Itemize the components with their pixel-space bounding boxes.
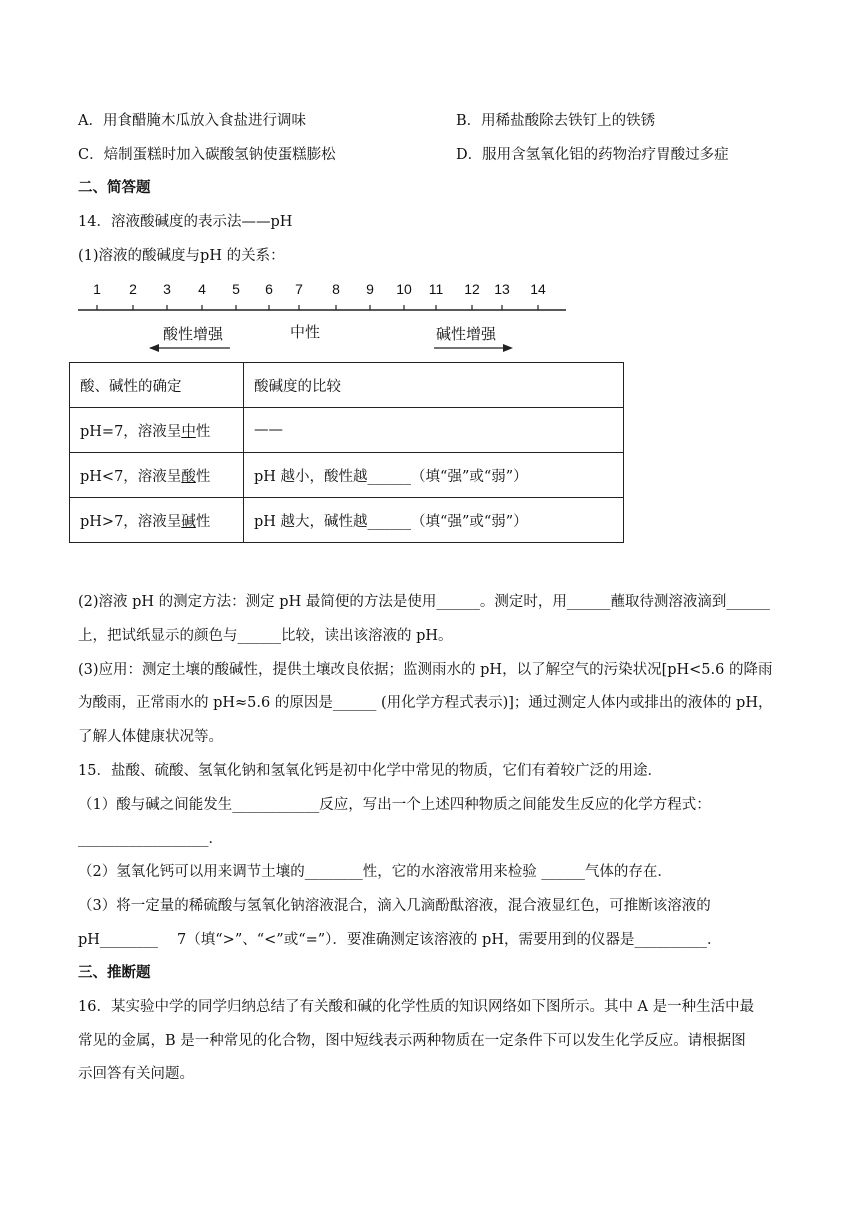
table-row bbox=[70, 408, 624, 453]
neutral-label: 中性 bbox=[290, 324, 321, 341]
question-15-part-3-line-2: pH________ 7（填“>”、“<”或“=”）．要准确测定该溶液的 pH，需要用到的仪器是__________． bbox=[78, 932, 722, 948]
question-14-part-2-line-2: 上，把试纸显示的颜色与______比较，读出该溶液的 pH。 bbox=[78, 628, 453, 644]
ph-tick-label-6: 6 bbox=[265, 281, 273, 297]
table-row bbox=[70, 498, 624, 543]
table-header-cell: 酸碱度的比较 bbox=[244, 363, 624, 408]
table-cell: pH 越小，酸性越______（填“强”或“弱”） bbox=[244, 453, 624, 498]
question-16-line-2: 常见的金属，B 是一种常见的化合物，图中短线表示两种物质在一定条件下可以发生化学反应。请根据图 bbox=[78, 1033, 746, 1049]
ph-tick-label-12: 12 bbox=[464, 281, 480, 297]
question-16-line-3: 示回答有关问题。 bbox=[78, 1066, 194, 1082]
table-cell: pH 越大，碱性越______（填“强”或“弱”） bbox=[244, 498, 624, 543]
question-15-part-2: （2）氢氧化钙可以用来调节土壤的________性，它的水溶液常用来检验 ______气体的存在． bbox=[78, 864, 672, 880]
option-c: C．焙制蛋糕时加入碳酸氢钠使蛋糕膨松 bbox=[78, 147, 336, 163]
table-header-row bbox=[70, 363, 624, 408]
section-heading-inference: 三、推断题 bbox=[78, 964, 151, 981]
ph-tick-label-2: 2 bbox=[129, 281, 137, 297]
option-row-cd bbox=[78, 145, 729, 165]
acid-arrow-head bbox=[149, 344, 159, 352]
ph-scale-diagram bbox=[70, 274, 590, 364]
section-heading-short-answer: 二、简答题 bbox=[78, 179, 151, 196]
question-14-part-2-line-1: (2)溶液 pH 的测定方法：测定 pH 最简便的方法是使用______。测定时，用______蘸取待测溶液滴到______ bbox=[78, 594, 770, 610]
ph-tick-label-5: 5 bbox=[232, 281, 240, 297]
ph-tick-label-11: 11 bbox=[428, 281, 444, 297]
table-header-cell: 酸、碱性的确定 bbox=[70, 363, 244, 408]
base-arrow-head bbox=[503, 344, 513, 352]
ph-tick-label-3: 3 bbox=[163, 281, 171, 297]
table-cell: —— bbox=[244, 408, 624, 453]
question-14-title: 14．溶液酸碱度的表示法——pH bbox=[78, 214, 293, 230]
ph-tick-label-14: 14 bbox=[530, 281, 546, 297]
question-15-title: 15．盐酸、硫酸、氢氧化钠和氢氧化钙是初中化学中常见的物质，它们有着较广泛的用途． bbox=[78, 763, 662, 779]
option-d: D．服用含氢氧化铝的药物治疗胃酸过多症 bbox=[456, 147, 729, 163]
base-stronger-label: 碱性增强 bbox=[436, 326, 497, 343]
option-row-ab bbox=[78, 111, 656, 131]
question-14-part-1: (1)溶液的酸碱度与pH 的关系： bbox=[78, 248, 285, 264]
ph-table bbox=[69, 362, 624, 543]
ph-scale-tick-labels bbox=[93, 281, 546, 297]
question-14-part-3-line-3: 了解人体健康状况等。 bbox=[78, 729, 223, 745]
option-a: A．用食醋腌木瓜放入食盐进行调味 bbox=[78, 113, 306, 129]
ph-tick-label-13: 13 bbox=[494, 281, 510, 297]
ph-tick-label-8: 8 bbox=[332, 281, 340, 297]
option-b: B．用稀盐酸除去铁钉上的铁锈 bbox=[456, 113, 656, 129]
question-14-part-3-line-1: (3)应用：测定土壤的酸碱性，提供土壤改良依据；监测雨水的 pH，以了解空气的污染状况[pH<5.6 的降雨 bbox=[78, 662, 773, 678]
acid-stronger-label: 酸性增强 bbox=[163, 326, 224, 343]
table-cell: pH>7，溶液呈碱性 bbox=[70, 498, 244, 543]
ph-tick-label-9: 9 bbox=[366, 281, 374, 297]
ph-tick-label-10: 10 bbox=[396, 281, 412, 297]
question-15-part-3-line-1: （3）将一定量的稀硫酸与氢氧化钠溶液混合，滴入几滴酚酞溶液，混合液显红色，可推断该溶液的 bbox=[78, 898, 711, 914]
ph-tick-label-7: 7 bbox=[295, 281, 303, 297]
question-15-part-1-line-2: __________________． bbox=[78, 831, 223, 847]
ph-tick-label-1: 1 bbox=[93, 281, 101, 297]
ph-tick-label-4: 4 bbox=[198, 281, 206, 297]
table-cell: pH<7，溶液呈酸性 bbox=[70, 453, 244, 498]
table-row bbox=[70, 453, 624, 498]
question-15-part-1-line-1: （1）酸与碱之间能发生____________反应，写出一个上述四种物质之间能发生反应的化学方程式： bbox=[78, 797, 711, 813]
table-cell: pH=7，溶液呈中性 bbox=[70, 408, 244, 453]
question-14-part-3-line-2: 为酸雨，正常雨水的 pH≈5.6 的原因是______ (用化学方程式表示)]；通过测定人体内或排出的液体的 pH， bbox=[78, 695, 773, 711]
question-16-line-1: 16．某实验中学的同学归纳总结了有关酸和碱的化学性质的知识网络如下图所示。其中 A 是一种生活中最 bbox=[78, 999, 755, 1015]
